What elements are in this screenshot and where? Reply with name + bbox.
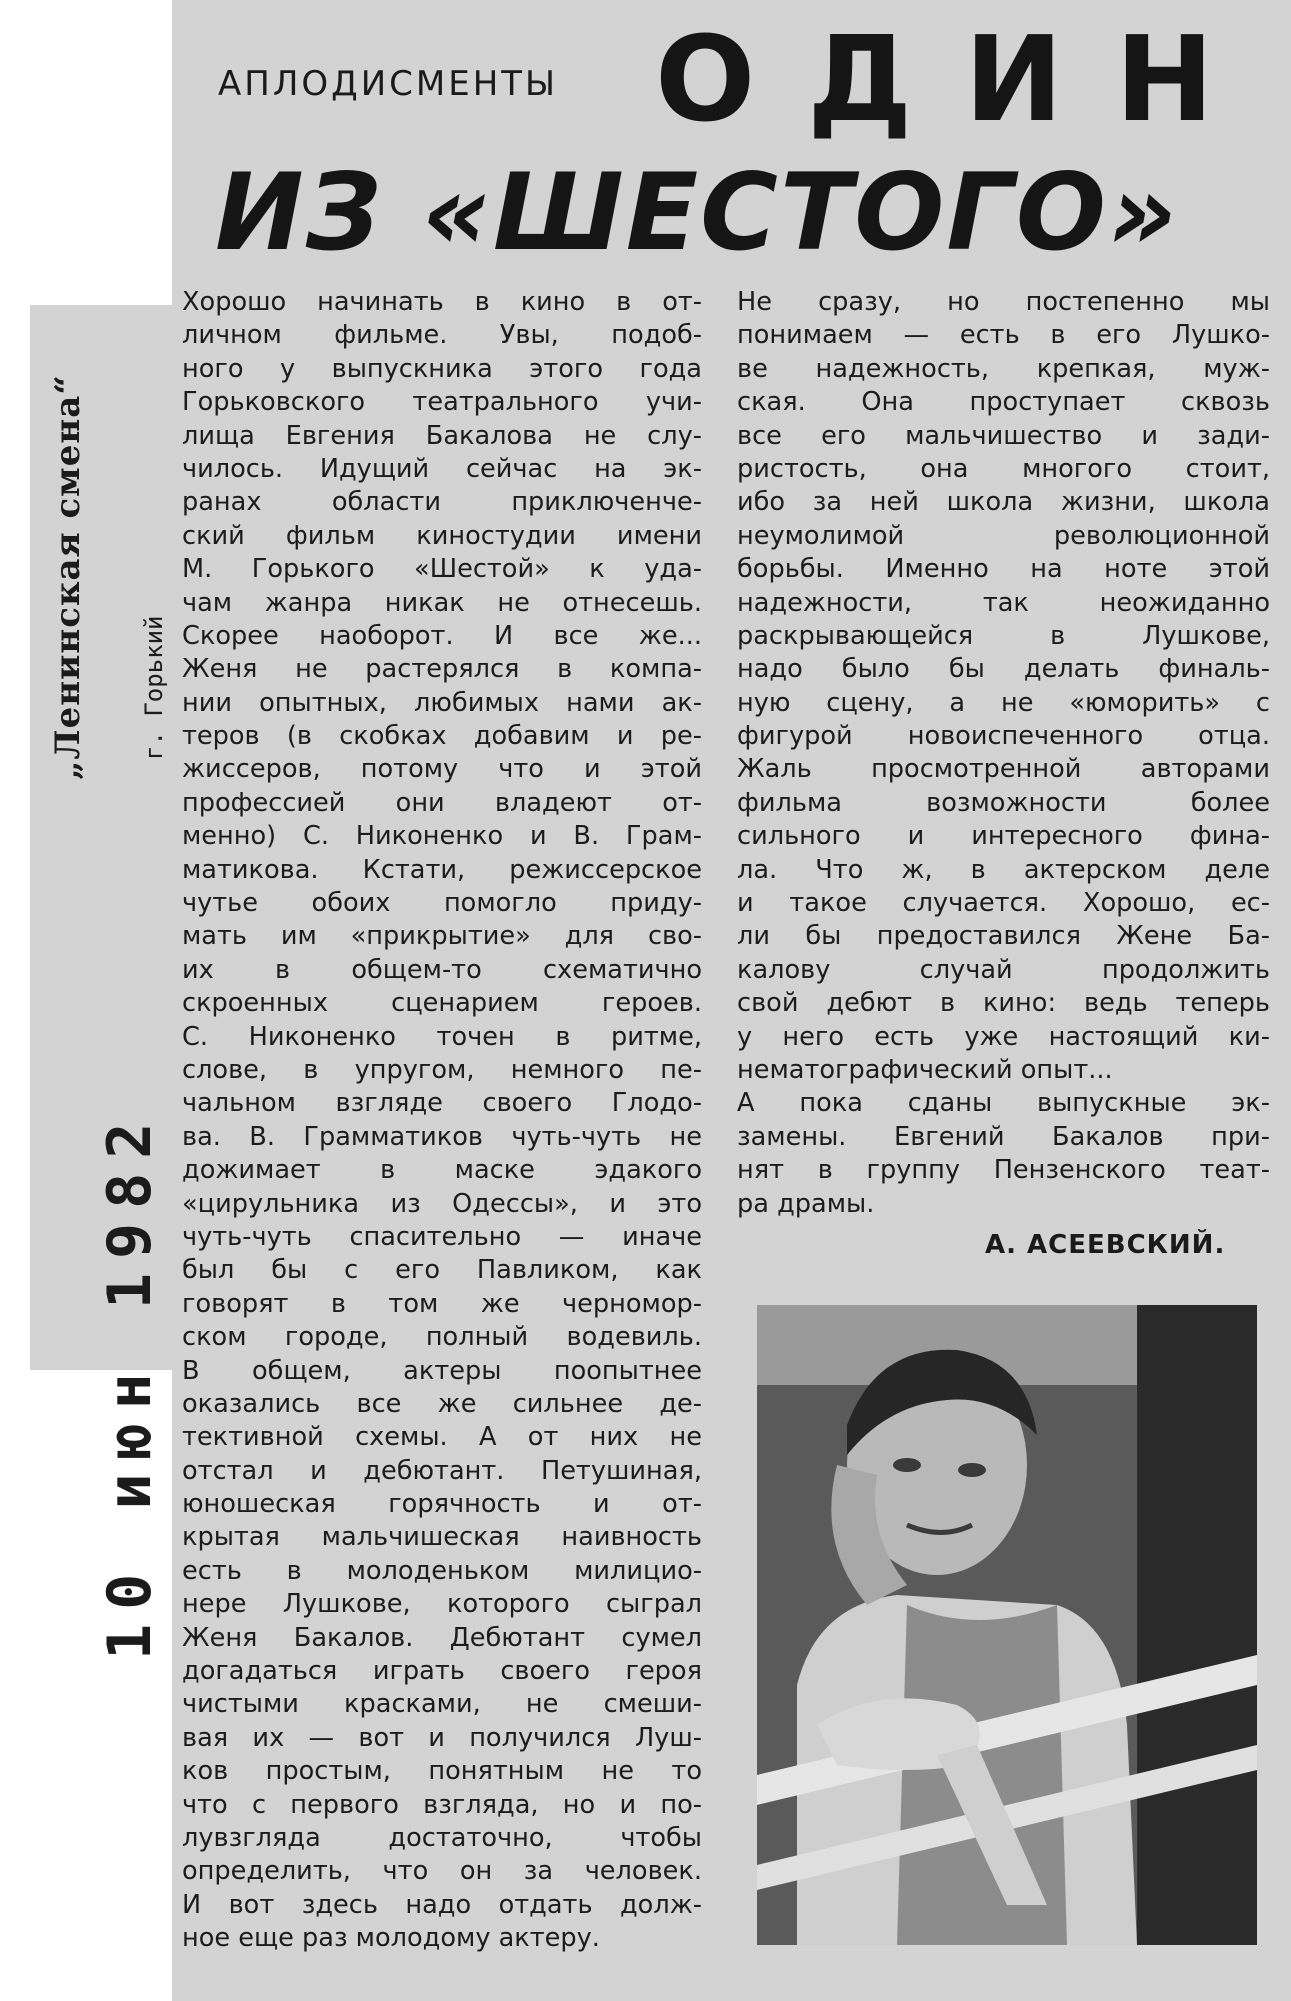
article-column-right	[737, 286, 1270, 1221]
article-line: профессией они владеют от-	[182, 787, 702, 818]
article-line: отстал и дебютант. Петушиная,	[182, 1455, 702, 1486]
article-line: ра драмы.	[737, 1188, 875, 1219]
actor-photo	[757, 1305, 1257, 1945]
article-line: менно) С. Никоненко и В. Грам-	[182, 821, 702, 852]
article-line: Хорошо начинать в кино в от-	[182, 287, 702, 317]
article-line: С. Никоненко точен в ритме,	[182, 1021, 702, 1052]
article-line: определить, что он за человек.	[182, 1856, 702, 1887]
article-line: Женя не растерялся в компа-	[182, 654, 702, 685]
article-line: фильма возможности более	[737, 787, 1270, 818]
article-line: догадаться играть своего героя	[182, 1656, 702, 1687]
article-line: ском городе, полный водевиль.	[182, 1322, 702, 1353]
article-line: мать им «прикрытие» для сво-	[182, 921, 702, 952]
article-line: скроенных сценарием героев.	[182, 988, 702, 1019]
stamp-city: г. Горький	[140, 615, 168, 760]
article-line: крытая мальчишеская наивность	[182, 1522, 702, 1553]
article-line: дожимает в маске эдакого	[182, 1155, 702, 1186]
article-line: ранах области приключенче-	[182, 487, 702, 518]
article-line: понимаем — есть в его Лушко-	[737, 320, 1270, 351]
article-line: фигурой новоиспеченного отца.	[737, 721, 1270, 752]
article-line: и такое случается. Хорошо, ес-	[737, 888, 1270, 919]
article-line: слове, в упругом, немного пе-	[182, 1054, 702, 1085]
article-line: ного у выпускника этого года	[182, 353, 702, 384]
article-line: чистыми красками, не смеши-	[182, 1689, 702, 1720]
article-line: Горьковского театрального учи-	[182, 387, 702, 418]
article-line: был бы с его Павликом, как	[182, 1255, 702, 1286]
article-line: А пока сданы выпускные эк-	[737, 1088, 1270, 1119]
archive-stamp	[40, 310, 168, 1660]
article-line: Не сразу, но постепенно мы	[737, 287, 1270, 317]
article-line: что с первого взгляда, но и по-	[182, 1789, 702, 1820]
article-line: вая их — вот и получился Луш-	[182, 1722, 702, 1753]
article-line: их в общем-то схематично	[182, 954, 702, 985]
article-line: чам жанра никак не отнесешь.	[182, 587, 702, 618]
article-line: оказались все же сильнее де-	[182, 1388, 702, 1419]
article-line: ное еще раз молодому актеру.	[182, 1923, 600, 1954]
article-line: Жаль просмотренной авторами	[737, 754, 1270, 785]
article-line: ков простым, понятным не то	[182, 1756, 702, 1787]
headline-line-1: ОДИН	[655, 10, 1266, 148]
article-line: «цирульника из Одессы», и это	[182, 1188, 702, 1219]
article-line: ибо за ней школа жизни, школа	[737, 487, 1270, 518]
article-line: неумолимой революционной	[737, 520, 1270, 551]
article-line: у него есть уже настоящий ки-	[737, 1021, 1270, 1052]
article-line: юношеская горячность и от-	[182, 1489, 702, 1520]
article-line: матикова. Кстати, режиссерское	[182, 854, 702, 885]
stamp-date: 10 июн 1982	[95, 1108, 165, 1660]
article-line: жиссеров, потому что и этой	[182, 754, 702, 785]
article-line: ристость, она многого стоит,	[737, 453, 1270, 484]
article-line: чутье обоих помогло приду-	[182, 888, 702, 919]
article-line: чуть-чуть спасительно — иначе	[182, 1221, 702, 1252]
article-line: Скорее наоборот. И все же...	[182, 620, 702, 651]
article-line: чальном взгляде своего Глодо-	[182, 1088, 702, 1119]
article-line: сильного и интересного фина-	[737, 821, 1270, 852]
article-line: чилось. Идущий сейчас на эк-	[182, 453, 702, 484]
article-line: личном фильме. Увы, подоб-	[182, 320, 702, 351]
article-line: Женя Бакалов. Дебютант сумел	[182, 1622, 702, 1653]
article-line: нематографический опыт...	[737, 1054, 1113, 1085]
stamp-newspaper-name: „Ленинская смена“	[48, 374, 88, 780]
article-column-left	[182, 286, 702, 1956]
article-line: ве надежность, крепкая, муж-	[737, 353, 1270, 384]
article-line: свой дебют в кино: ведь теперь	[737, 988, 1270, 1019]
article-line: И вот здесь надо отдать долж-	[182, 1889, 702, 1920]
article-line: замены. Евгений Бакалов при-	[737, 1121, 1270, 1152]
article-line: калову случай продолжить	[737, 954, 1270, 985]
article-line: М. Горького «Шестой» к уда-	[182, 554, 702, 585]
article-line: нере Лушкове, которого сыграл	[182, 1589, 702, 1620]
article-line: борьбы. Именно на ноте этой	[737, 554, 1270, 585]
article-line: В общем, актеры поопытнее	[182, 1355, 702, 1386]
article-line: ла. Что ж, в актерском деле	[737, 854, 1270, 885]
article-line: все его мальчишество и зади-	[737, 420, 1270, 451]
rubric-label: АПЛОДИСМЕНТЫ	[218, 64, 559, 104]
article-line: ли бы предоставился Жене Ба-	[737, 921, 1270, 952]
article-line: теров (в скобках добавим и ре-	[182, 721, 702, 752]
article-line: надо было бы делать финаль-	[737, 654, 1270, 685]
article-line: лувзгляда достаточно, чтобы	[182, 1822, 702, 1853]
author-signature: А. АСЕЕВСКИЙ.	[985, 1230, 1226, 1260]
actor-photo-illustration	[757, 1305, 1257, 1945]
article-line: нят в группу Пензенского теат-	[737, 1155, 1270, 1186]
article-line: говорят в том же черномор-	[182, 1288, 702, 1319]
article-line: ский фильм киностудии имени	[182, 520, 702, 551]
article-line: нии опытных, любимых нами ак-	[182, 687, 702, 718]
article-line: лища Евгения Бакалова не слу-	[182, 420, 702, 451]
article-line: ская. Она проступает сквозь	[737, 387, 1270, 418]
article-line: надежности, так неожиданно	[737, 587, 1270, 618]
headline-line-2: ИЗ «ШЕСТОГО»	[215, 151, 1179, 274]
article-line: ва. В. Грамматиков чуть-чуть не	[182, 1121, 702, 1152]
article-line: ную сцену, а не «юморить» с	[737, 687, 1270, 718]
article-line: есть в молоденьком милицио-	[182, 1555, 702, 1586]
article-line: тективной схемы. А от них не	[182, 1422, 702, 1453]
article-line: раскрывающейся в Лушкове,	[737, 620, 1270, 651]
